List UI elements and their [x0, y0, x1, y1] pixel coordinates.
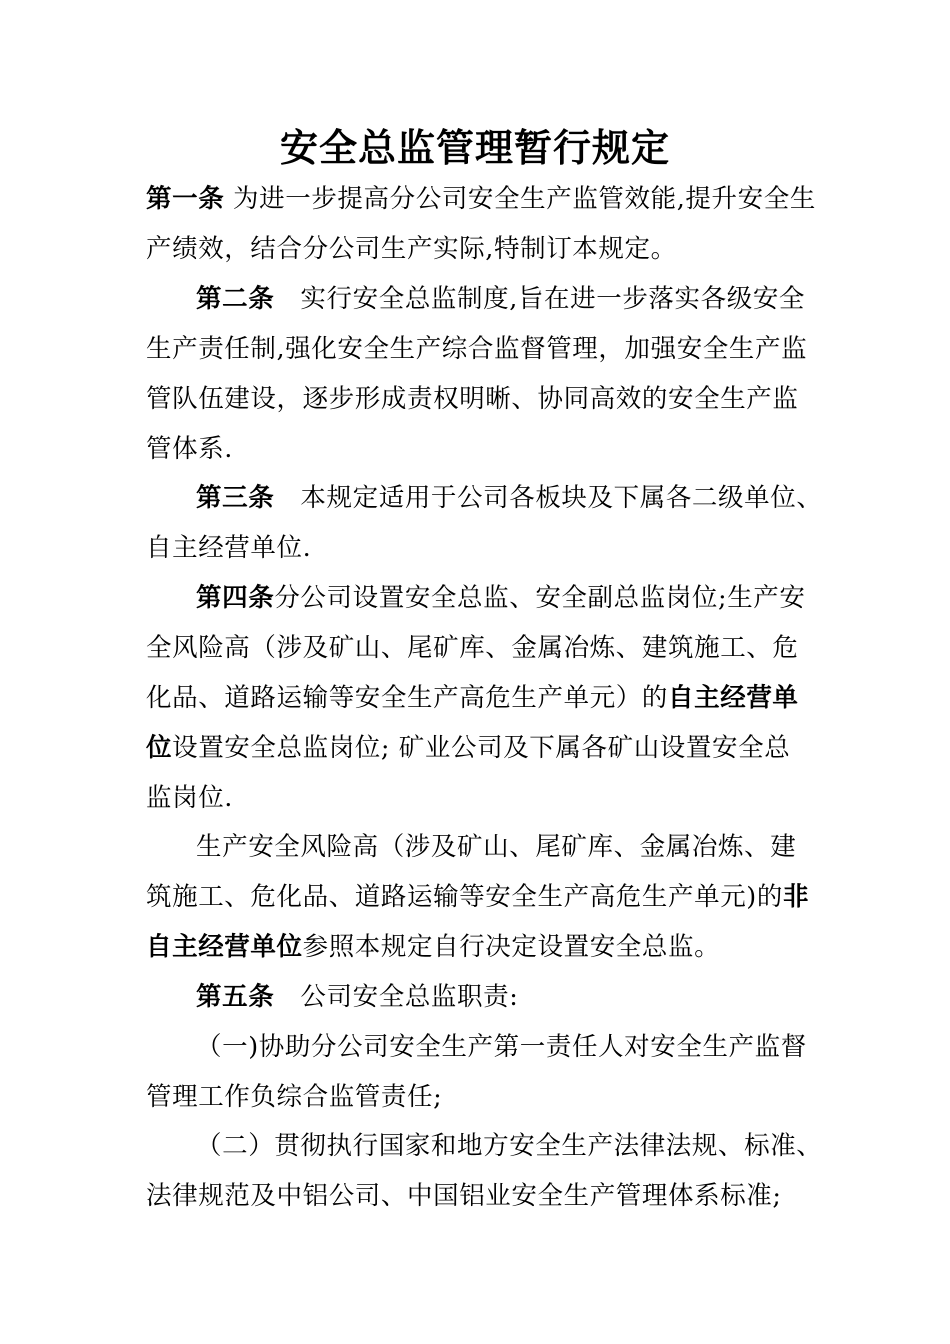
article-5-line-1 — [196, 980, 518, 1014]
article-4-line-3 — [146, 681, 799, 715]
article-1-label: 第一条 — [146, 184, 225, 214]
article-3-label: 第三条 — [196, 483, 275, 513]
article-4-line-4 — [146, 731, 790, 765]
article-5-text: 公司安全总监职责: — [274, 982, 519, 1012]
article-4-text: 分公司设置安全总监、安全副总监岗位;生产安 — [274, 583, 806, 613]
note-line-2-text: 筑施工、危化品、道路运输等安全生产高危生产单元)的 — [146, 882, 783, 912]
article-4-line-4-bold: 位 — [146, 733, 173, 763]
article-5-item-2-line-2: 法律规范及中铝公司、中国铝业安全生产管理体系标准; — [146, 1181, 782, 1211]
article-1-line-2: 产绩效，结合分公司生产实际,特制订本规定。 — [146, 234, 677, 264]
article-5-item-1-line-2: 管理工作负综合监管责任; — [146, 1082, 443, 1112]
article-4-line-3-bold: 自主经营单 — [668, 683, 799, 713]
article-3-line-2: 自主经营单位. — [146, 533, 312, 563]
document-title: 安全总监管理暂行规定 — [279, 125, 670, 170]
note-line-3 — [146, 930, 720, 964]
article-2-line-4: 管体系. — [146, 434, 234, 464]
article-2-line-2: 生产责任制,强化安全生产综合监督管理，加强安全生产监 — [146, 334, 808, 364]
article-4-line-2: 全风险高（涉及矿山、尾矿库、金属冶炼、建筑施工、危 — [146, 633, 799, 663]
article-2-line-3: 管队伍建设，逐步形成责权明晰、协同高效的安全生产监 — [146, 384, 799, 414]
article-1-line-1 — [146, 182, 816, 216]
note-line-2 — [146, 880, 809, 914]
note-line-3-bold: 自主经营单位 — [146, 932, 303, 962]
article-4-line-5: 监岗位. — [146, 783, 234, 813]
article-4-label: 第四条 — [196, 583, 275, 613]
article-5-item-2-line-1: （二）贯彻执行国家和地方安全生产法律法规、标准、 — [196, 1131, 823, 1161]
article-2-line-1 — [196, 282, 805, 316]
article-2-label: 第二条 — [196, 284, 275, 314]
note-line-3-text: 参照本规定自行决定设置安全总监。 — [302, 932, 721, 962]
article-3-text: 本规定适用于公司各板块及下属各二级单位、 — [274, 483, 823, 513]
article-4-line-1 — [196, 581, 806, 615]
article-4-line-3-text: 化品、道路运输等安全生产高危生产单元）的 — [146, 683, 669, 713]
note-line-1: 生产安全风险高（涉及矿山、尾矿库、金属冶炼、建 — [196, 832, 797, 862]
note-line-2-bold: 非 — [782, 882, 810, 912]
article-5-label: 第五条 — [196, 982, 275, 1012]
article-1-text: 为进一步提高分公司安全生产监管效能,提升安全生 — [224, 184, 816, 214]
article-4-line-4-text: 设置安全总监岗位; 矿业公司及下属各矿山设置安全总 — [172, 733, 791, 763]
article-2-text: 实行安全总监制度,旨在进一步落实各级安全 — [274, 284, 806, 314]
article-3-line-1 — [196, 481, 822, 515]
article-5-item-1-line-1: （一)协助分公司安全生产第一责任人对安全生产监督 — [196, 1032, 807, 1062]
